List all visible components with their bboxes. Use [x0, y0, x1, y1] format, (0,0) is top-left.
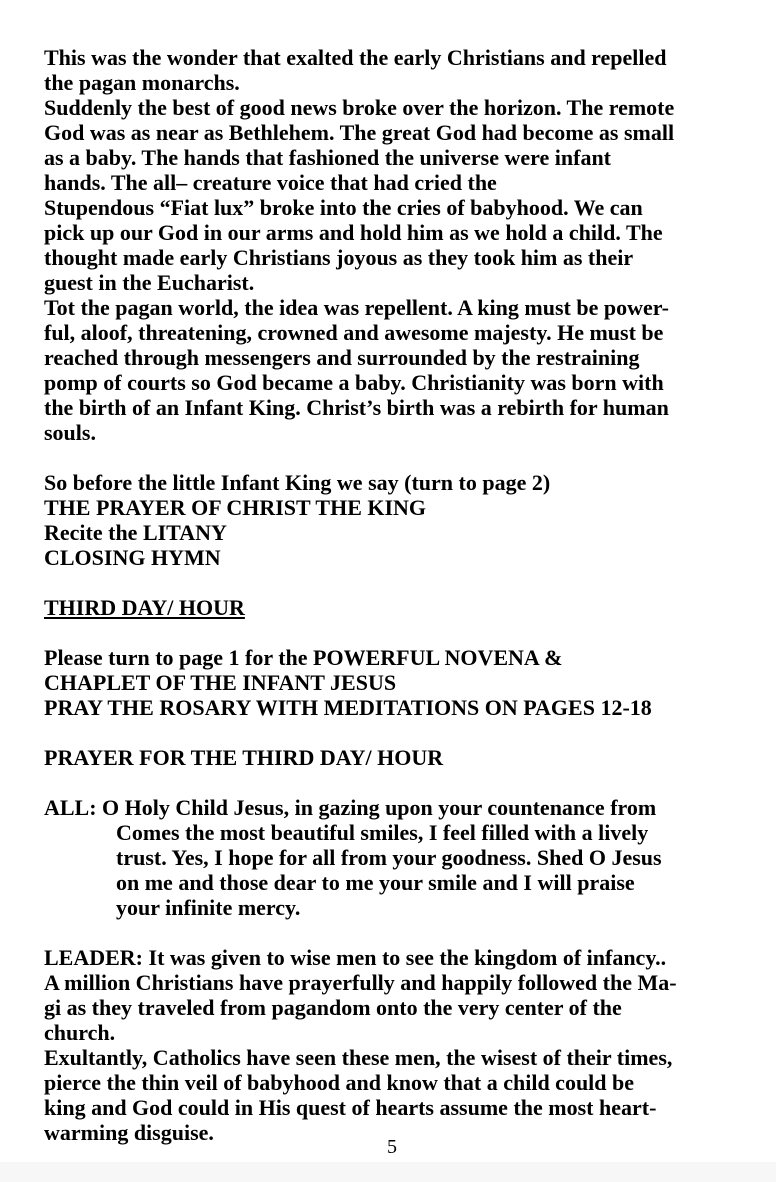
text-line: thought made early Christians joyous as they took him as their — [44, 245, 634, 270]
spacer — [44, 570, 744, 595]
section-heading: THIRD DAY/ HOUR — [44, 595, 245, 620]
text-line: CHAPLET OF THE INFANT JESUS — [44, 670, 397, 695]
text-line: hands. The all– creature voice that had cried the — [44, 170, 497, 195]
text-line: pick up our God in our arms and hold him as we hold a child. The — [44, 220, 663, 245]
text-line: Please turn to page 1 for the POWERFUL NOVENA & — [44, 645, 563, 670]
text-line: Comes the most beautiful smiles, I feel filled with a lively — [116, 820, 649, 845]
page-bottom-edge — [0, 1162, 776, 1182]
text-line: guest in the Eucharist. — [44, 270, 255, 295]
prayer-heading: PRAYER FOR THE THIRD DAY/ HOUR — [44, 745, 444, 770]
spacer — [44, 445, 744, 470]
page-body — [44, 45, 744, 1145]
text-line: This was the wonder that exalted the early Christians and repelled — [44, 45, 667, 70]
text-line: pomp of courts so God became a baby. Christianity was born with — [44, 370, 664, 395]
text-line: the pagan monarchs. — [44, 70, 240, 95]
text-line: souls. — [44, 420, 96, 445]
paragraph-wonder — [44, 45, 744, 95]
spacer — [44, 770, 744, 795]
paragraph-good-news — [44, 95, 744, 295]
instructions-infant-king — [44, 470, 744, 570]
text-line: reached through messengers and surrounded by the restraining — [44, 345, 640, 370]
all-prayer — [44, 795, 744, 920]
text-line: gi as they traveled from pagandom onto the very center of the — [44, 995, 622, 1020]
spacer — [44, 620, 744, 645]
text-line: ALL: O Holy Child Jesus, in gazing upon your countenance from — [44, 795, 657, 820]
text-line: your infinite mercy. — [116, 895, 301, 920]
page-number: 5 — [387, 1136, 397, 1158]
text-line: God was as near as Bethlehem. The great God had become as small — [44, 120, 675, 145]
text-line: Tot the pagan world, the idea was repellent. A king must be power- — [44, 295, 670, 320]
text-line: on me and those dear to me your smile and I will praise — [116, 870, 635, 895]
leader-reading — [44, 945, 744, 1145]
text-line: the birth of an Infant King. Christ’s birth was a rebirth for human — [44, 395, 669, 420]
text-line: A million Christians have prayerfully and happily followed the Ma- — [44, 970, 677, 995]
paragraph-pagan-world — [44, 295, 744, 445]
text-line: Suddenly the best of good news broke over the horizon. The remote — [44, 95, 675, 120]
text-line: warming disguise. — [44, 1120, 214, 1145]
text-line: THE PRAYER OF CHRIST THE KING — [44, 495, 427, 520]
text-line: Stupendous “Fiat lux” broke into the cries of babyhood. We can — [44, 195, 643, 220]
text-line: So before the little Infant King we say (turn to page 2) — [44, 470, 551, 495]
text-line: Exultantly, Catholics have seen these men, the wisest of their times, — [44, 1045, 673, 1070]
text-line: ful, aloof, threatening, crowned and awesome majesty. He must be — [44, 320, 664, 345]
instructions-novena — [44, 645, 744, 720]
text-line: PRAY THE ROSARY WITH MEDITATIONS ON PAGES 12-18 — [44, 695, 652, 720]
text-line: church. — [44, 1020, 116, 1045]
text-line: Recite the LITANY — [44, 520, 227, 545]
text-line: trust. Yes, I hope for all from your goodness. Shed O Jesus — [116, 845, 662, 870]
spacer — [44, 920, 744, 945]
spacer — [44, 720, 744, 745]
text-line: king and God could in His quest of hearts assume the most heart- — [44, 1095, 657, 1120]
text-line: as a baby. The hands that fashioned the universe were infant — [44, 145, 612, 170]
text-line: LEADER: It was given to wise men to see the kingdom of infancy.. — [44, 945, 667, 970]
text-line: pierce the thin veil of babyhood and know that a child could be — [44, 1070, 635, 1095]
text-line: CLOSING HYMN — [44, 545, 221, 570]
